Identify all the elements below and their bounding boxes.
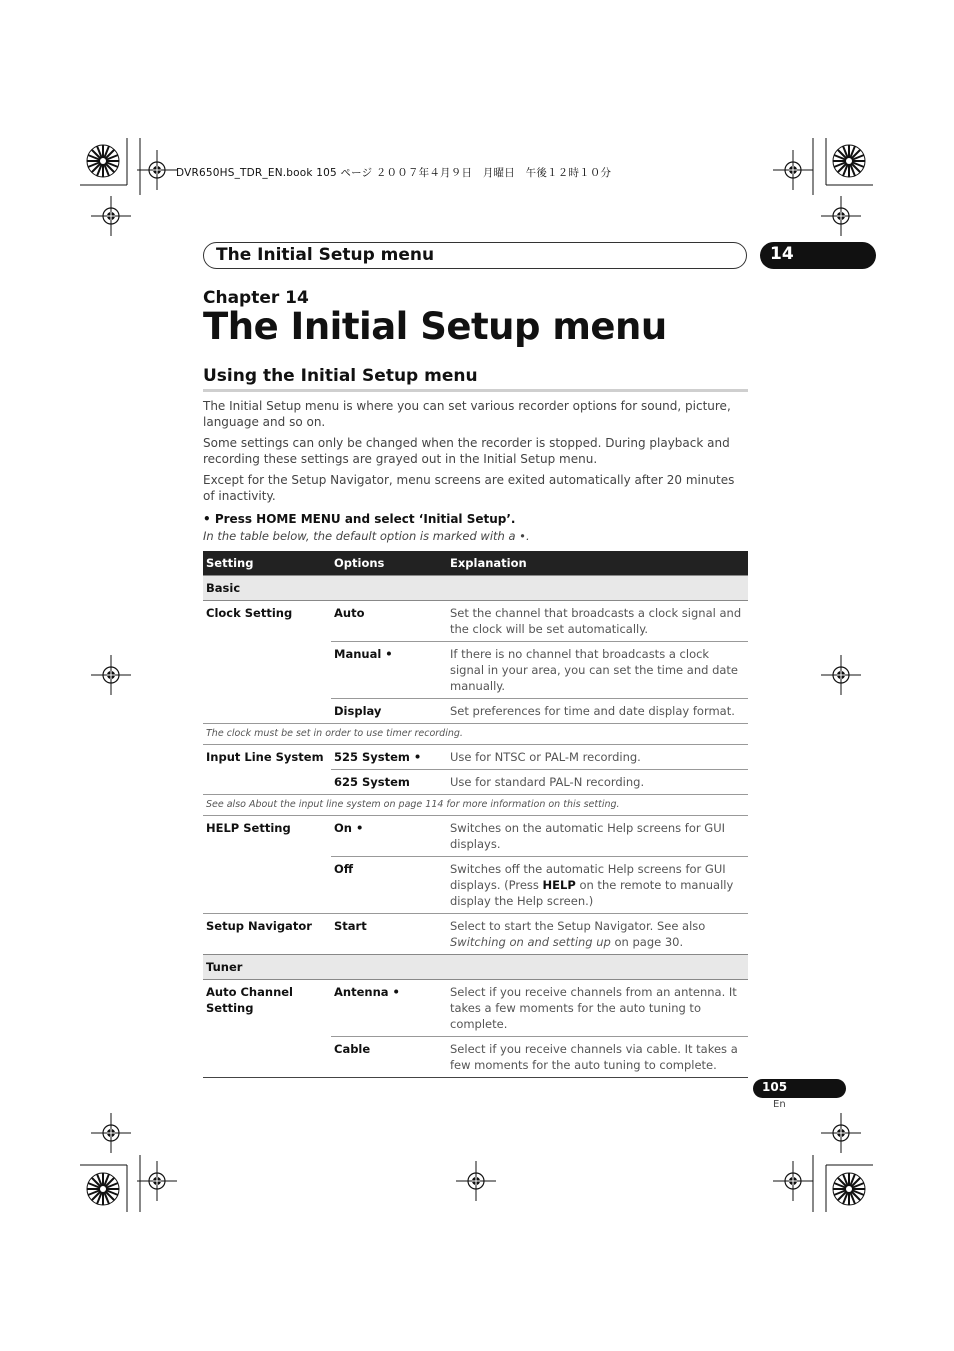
explanation-text: on the remote to manually display the Help screen.) — [450, 878, 734, 908]
table-row — [203, 816, 748, 857]
option-name: On • — [331, 816, 447, 857]
setting-name: Auto Channel Setting — [203, 980, 331, 1078]
explanation-text: Switches off the automatic Help screens for GUI displays. (Press — [450, 862, 726, 892]
language-label: En — [773, 1099, 786, 1110]
option-name: 625 System — [331, 770, 447, 795]
setting-name: HELP Setting — [203, 816, 331, 914]
table-row — [203, 601, 748, 642]
section-title: Using the Initial Setup menu — [203, 366, 478, 386]
settings-table — [203, 551, 748, 1078]
option-explanation: Switches on the automatic Help screens for GUI displays. — [447, 816, 748, 857]
table-row — [203, 980, 748, 1037]
table-header-row — [203, 551, 748, 576]
option-name: 525 System • — [331, 745, 447, 770]
running-header — [203, 242, 747, 269]
page-number: 105 — [762, 1080, 788, 1094]
option-explanation — [447, 914, 748, 955]
page-number-badge — [753, 1079, 846, 1098]
option-name: Antenna • — [331, 980, 447, 1037]
chapter-badge — [760, 242, 876, 269]
table-note-row — [203, 724, 748, 745]
header-options: Options — [331, 551, 447, 576]
header-explanation: Explanation — [447, 551, 748, 576]
running-header-title: The Initial Setup menu — [216, 245, 435, 265]
option-explanation: Use for NTSC or PAL-M recording. — [447, 745, 748, 770]
group-row-basic — [203, 576, 748, 601]
setting-name: Clock Setting — [206, 606, 293, 620]
group-label: Tuner — [203, 955, 748, 980]
table-row — [203, 745, 748, 770]
explanation-text: on page 30. — [610, 935, 684, 949]
help-key-label: HELP — [542, 878, 576, 892]
table-note-row — [203, 795, 748, 816]
chapter-badge-number: 14 — [770, 244, 794, 264]
book-file-header: DVR650HS_TDR_EN.book 105 ページ ２００７年４月９日 月曜日 午後１２時１０分 — [176, 167, 612, 179]
option-name: Off — [331, 857, 447, 914]
option-name: Cable — [331, 1037, 447, 1078]
paragraph-stopped: Some settings can only be changed when the recorder is stopped. During playback and recording these settings are grayed out in the Initial Setup menu. — [203, 436, 730, 466]
option-name: Display — [331, 699, 447, 724]
table-note: See also About the input line system on page 114 for more information on this setting. — [203, 795, 748, 816]
option-explanation: Select if you receive channels from an antenna. It takes a few moments for the auto tuning to complete. — [447, 980, 748, 1037]
option-name: Auto — [331, 601, 447, 642]
option-explanation — [447, 857, 748, 914]
option-explanation: If there is no channel that broadcasts a clock signal in your area, you can set the time and date manually. — [447, 642, 748, 699]
section-divider — [203, 389, 748, 392]
explanation-text: Select to start the Setup Navigator. See also — [450, 919, 706, 933]
option-explanation: Set the channel that broadcasts a clock signal and the clock will be set automatically. — [447, 601, 748, 642]
option-explanation: Set preferences for time and date display format. — [447, 699, 748, 724]
table-note: The clock must be set in order to use timer recording. — [203, 724, 748, 745]
instruction-step: • Press HOME MENU and select ‘Initial Setup’. — [203, 512, 516, 526]
option-explanation: Select if you receive channels via cable. It takes a few moments for the auto tuning to complete. — [447, 1037, 748, 1078]
cross-reference: Switching on and setting up — [450, 935, 611, 949]
paragraph-timeout: Except for the Setup Navigator, menu screens are exited automatically after 20 minutes of inactivity. — [203, 473, 735, 503]
paragraph-intro: The Initial Setup menu is where you can set various recorder options for sound, picture, language and so on. — [203, 399, 731, 429]
table-row — [203, 914, 748, 955]
group-label: Basic — [203, 576, 748, 601]
group-row-tuner — [203, 955, 748, 980]
table-default-note: In the table below, the default option is marked with a •. — [203, 529, 530, 543]
chapter-label: Chapter 14 — [203, 288, 309, 308]
option-name: Start — [331, 914, 447, 955]
option-explanation: Use for standard PAL-N recording. — [447, 770, 748, 795]
setting-name: Input Line System — [203, 745, 331, 795]
setting-name: Setup Navigator — [203, 914, 331, 955]
page-title: The Initial Setup menu — [203, 305, 667, 348]
header-setting: Setting — [203, 551, 331, 576]
option-name: Manual • — [331, 642, 447, 699]
